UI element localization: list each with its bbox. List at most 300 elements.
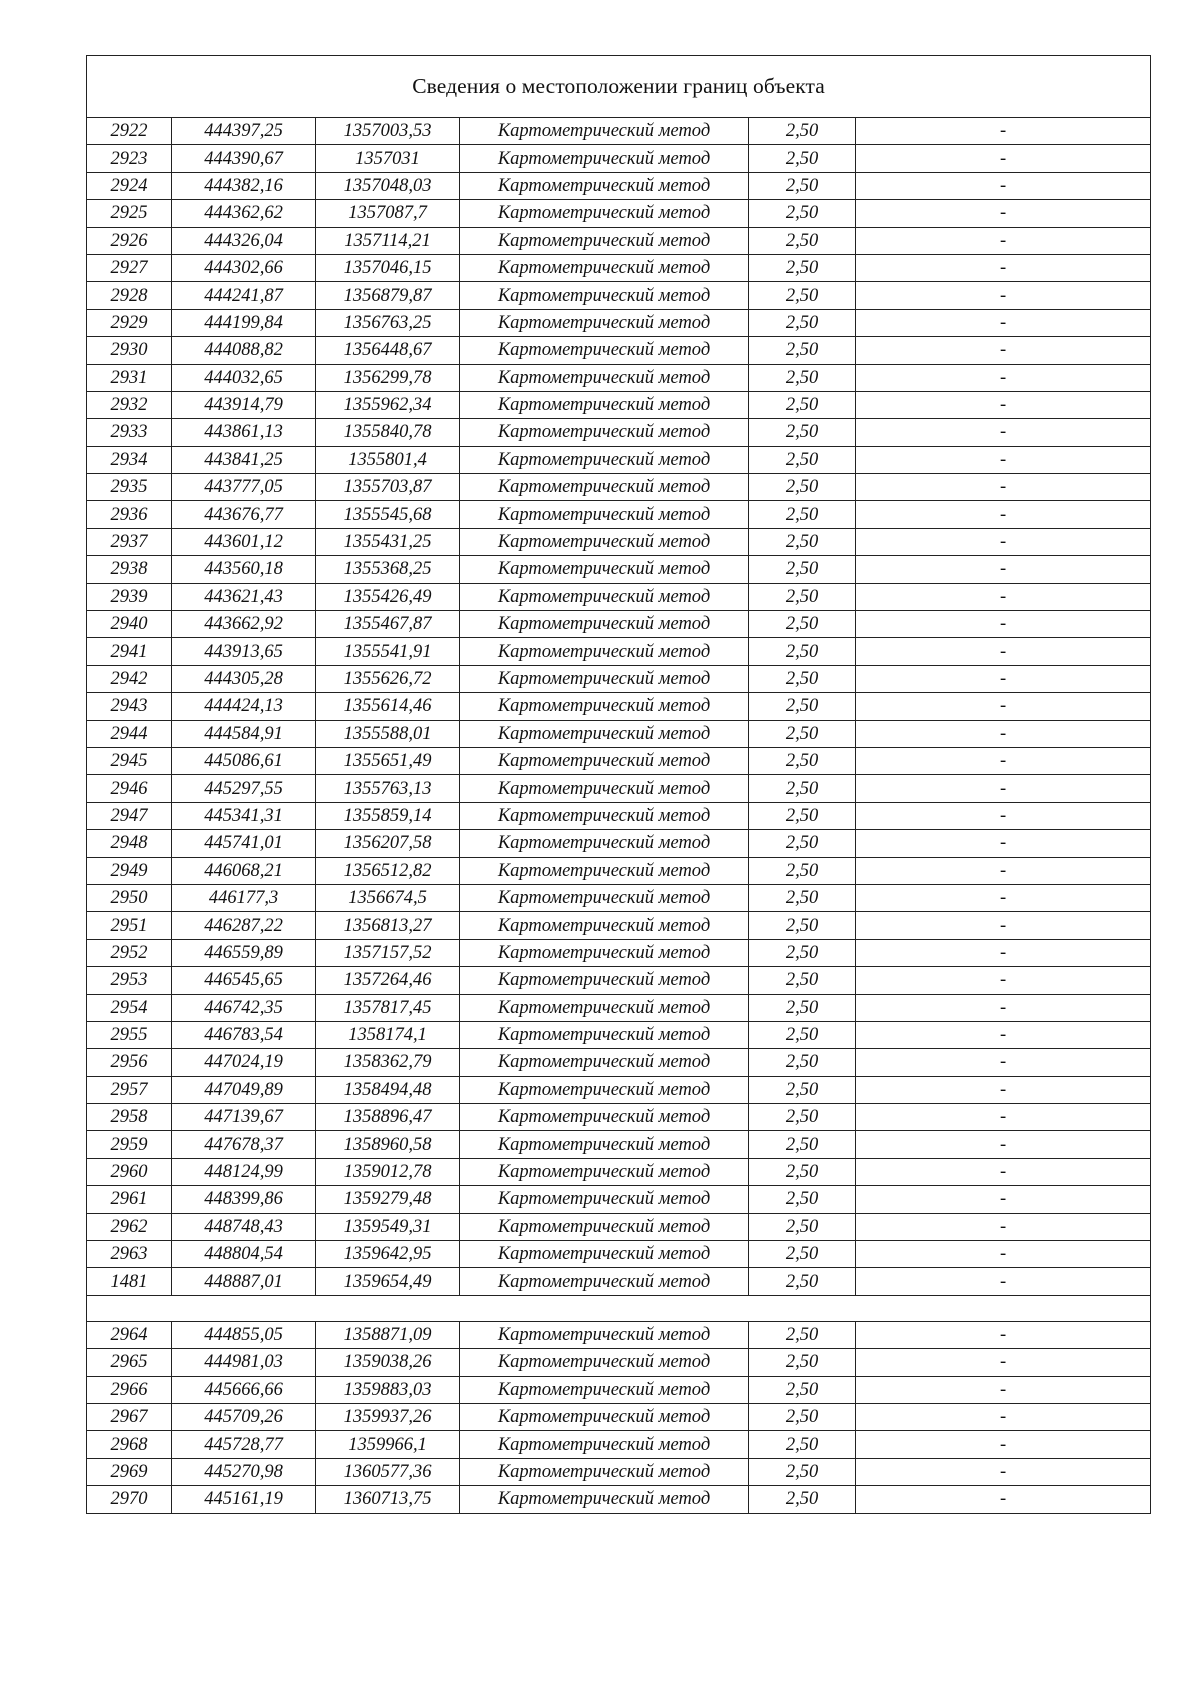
method-cell: Картометрический метод bbox=[460, 1104, 749, 1131]
y-coordinate-cell: 1355840,78 bbox=[316, 419, 460, 446]
description-cell: - bbox=[856, 747, 1151, 774]
x-coordinate-cell: 444088,82 bbox=[172, 337, 316, 364]
x-coordinate-cell: 445270,98 bbox=[172, 1458, 316, 1485]
point-number-cell: 2942 bbox=[87, 665, 172, 692]
y-coordinate-cell: 1357817,45 bbox=[316, 994, 460, 1021]
y-coordinate-cell: 1355545,68 bbox=[316, 501, 460, 528]
x-coordinate-cell: 444584,91 bbox=[172, 720, 316, 747]
section-separator-row bbox=[87, 1295, 1151, 1321]
y-coordinate-cell: 1359937,26 bbox=[316, 1403, 460, 1430]
method-cell: Картометрический метод bbox=[460, 446, 749, 473]
accuracy-cell: 2,50 bbox=[749, 1104, 856, 1131]
method-cell: Картометрический метод bbox=[460, 967, 749, 994]
accuracy-cell: 2,50 bbox=[749, 1349, 856, 1376]
x-coordinate-cell: 445086,61 bbox=[172, 747, 316, 774]
y-coordinate-cell: 1357046,15 bbox=[316, 254, 460, 281]
table-row bbox=[87, 1049, 1151, 1076]
y-coordinate-cell: 1356299,78 bbox=[316, 364, 460, 391]
x-coordinate-cell: 443914,79 bbox=[172, 391, 316, 418]
point-number-cell: 1481 bbox=[87, 1268, 172, 1295]
method-cell: Картометрический метод bbox=[460, 747, 749, 774]
accuracy-cell: 2,50 bbox=[749, 830, 856, 857]
accuracy-cell: 2,50 bbox=[749, 1021, 856, 1048]
point-number-cell: 2969 bbox=[87, 1458, 172, 1485]
y-coordinate-cell: 1355651,49 bbox=[316, 747, 460, 774]
table-row bbox=[87, 145, 1151, 172]
x-coordinate-cell: 444326,04 bbox=[172, 227, 316, 254]
table-row bbox=[87, 665, 1151, 692]
description-cell: - bbox=[856, 611, 1151, 638]
accuracy-cell: 2,50 bbox=[749, 693, 856, 720]
point-number-cell: 2938 bbox=[87, 556, 172, 583]
description-cell: - bbox=[856, 172, 1151, 199]
table-row bbox=[87, 391, 1151, 418]
accuracy-cell: 2,50 bbox=[749, 1213, 856, 1240]
description-cell: - bbox=[856, 802, 1151, 829]
method-cell: Картометрический метод bbox=[460, 391, 749, 418]
accuracy-cell: 2,50 bbox=[749, 939, 856, 966]
description-cell: - bbox=[856, 118, 1151, 145]
description-cell: - bbox=[856, 939, 1151, 966]
accuracy-cell: 2,50 bbox=[749, 912, 856, 939]
x-coordinate-cell: 443560,18 bbox=[172, 556, 316, 583]
description-cell: - bbox=[856, 583, 1151, 610]
accuracy-cell: 2,50 bbox=[749, 611, 856, 638]
point-number-cell: 2929 bbox=[87, 309, 172, 336]
description-cell: - bbox=[856, 994, 1151, 1021]
method-cell: Картометрический метод bbox=[460, 1486, 749, 1513]
point-number-cell: 2950 bbox=[87, 884, 172, 911]
x-coordinate-cell: 446783,54 bbox=[172, 1021, 316, 1048]
table-row bbox=[87, 1186, 1151, 1213]
y-coordinate-cell: 1357087,7 bbox=[316, 200, 460, 227]
method-cell: Картометрический метод bbox=[460, 857, 749, 884]
table-row bbox=[87, 1213, 1151, 1240]
y-coordinate-cell: 1359883,03 bbox=[316, 1376, 460, 1403]
point-number-cell: 2966 bbox=[87, 1376, 172, 1403]
point-number-cell: 2925 bbox=[87, 200, 172, 227]
y-coordinate-cell: 1358494,48 bbox=[316, 1076, 460, 1103]
accuracy-cell: 2,50 bbox=[749, 967, 856, 994]
table-row bbox=[87, 556, 1151, 583]
y-coordinate-cell: 1355859,14 bbox=[316, 802, 460, 829]
accuracy-cell: 2,50 bbox=[749, 1321, 856, 1348]
description-cell: - bbox=[856, 364, 1151, 391]
x-coordinate-cell: 444855,05 bbox=[172, 1321, 316, 1348]
point-number-cell: 2961 bbox=[87, 1186, 172, 1213]
x-coordinate-cell: 444032,65 bbox=[172, 364, 316, 391]
x-coordinate-cell: 443777,05 bbox=[172, 474, 316, 501]
description-cell: - bbox=[856, 693, 1151, 720]
y-coordinate-cell: 1358871,09 bbox=[316, 1321, 460, 1348]
point-number-cell: 2947 bbox=[87, 802, 172, 829]
x-coordinate-cell: 448124,99 bbox=[172, 1158, 316, 1185]
description-cell: - bbox=[856, 1076, 1151, 1103]
description-cell: - bbox=[856, 474, 1151, 501]
x-coordinate-cell: 445709,26 bbox=[172, 1403, 316, 1430]
accuracy-cell: 2,50 bbox=[749, 337, 856, 364]
point-number-cell: 2927 bbox=[87, 254, 172, 281]
description-cell: - bbox=[856, 1158, 1151, 1185]
description-cell: - bbox=[856, 1321, 1151, 1348]
accuracy-cell: 2,50 bbox=[749, 857, 856, 884]
table-row bbox=[87, 967, 1151, 994]
table-row bbox=[87, 939, 1151, 966]
point-number-cell: 2931 bbox=[87, 364, 172, 391]
table-row bbox=[87, 693, 1151, 720]
method-cell: Картометрический метод bbox=[460, 118, 749, 145]
y-coordinate-cell: 1357264,46 bbox=[316, 967, 460, 994]
description-cell: - bbox=[856, 254, 1151, 281]
description-cell: - bbox=[856, 419, 1151, 446]
method-cell: Картометрический метод bbox=[460, 1241, 749, 1268]
point-number-cell: 2968 bbox=[87, 1431, 172, 1458]
method-cell: Картометрический метод bbox=[460, 775, 749, 802]
point-number-cell: 2949 bbox=[87, 857, 172, 884]
table-row bbox=[87, 1158, 1151, 1185]
accuracy-cell: 2,50 bbox=[749, 282, 856, 309]
method-cell: Картометрический метод bbox=[460, 1213, 749, 1240]
method-cell: Картометрический метод bbox=[460, 1076, 749, 1103]
method-cell: Картометрический метод bbox=[460, 884, 749, 911]
point-number-cell: 2943 bbox=[87, 693, 172, 720]
method-cell: Картометрический метод bbox=[460, 1131, 749, 1158]
section-separator-cell bbox=[87, 1295, 1151, 1321]
description-cell: - bbox=[856, 1213, 1151, 1240]
point-number-cell: 2958 bbox=[87, 1104, 172, 1131]
accuracy-cell: 2,50 bbox=[749, 118, 856, 145]
x-coordinate-cell: 448804,54 bbox=[172, 1241, 316, 1268]
y-coordinate-cell: 1356512,82 bbox=[316, 857, 460, 884]
point-number-cell: 2928 bbox=[87, 282, 172, 309]
table-row bbox=[87, 802, 1151, 829]
accuracy-cell: 2,50 bbox=[749, 172, 856, 199]
accuracy-cell: 2,50 bbox=[749, 720, 856, 747]
point-number-cell: 2935 bbox=[87, 474, 172, 501]
description-cell: - bbox=[856, 528, 1151, 555]
y-coordinate-cell: 1359012,78 bbox=[316, 1158, 460, 1185]
point-number-cell: 2944 bbox=[87, 720, 172, 747]
accuracy-cell: 2,50 bbox=[749, 1268, 856, 1295]
description-cell: - bbox=[856, 638, 1151, 665]
point-number-cell: 2934 bbox=[87, 446, 172, 473]
table-row bbox=[87, 1076, 1151, 1103]
y-coordinate-cell: 1356207,58 bbox=[316, 830, 460, 857]
description-cell: - bbox=[856, 1104, 1151, 1131]
y-coordinate-cell: 1357003,53 bbox=[316, 118, 460, 145]
y-coordinate-cell: 1355801,4 bbox=[316, 446, 460, 473]
accuracy-cell: 2,50 bbox=[749, 1076, 856, 1103]
point-number-cell: 2948 bbox=[87, 830, 172, 857]
method-cell: Картометрический метод bbox=[460, 1186, 749, 1213]
description-cell: - bbox=[856, 1403, 1151, 1430]
table-row bbox=[87, 364, 1151, 391]
y-coordinate-cell: 1356813,27 bbox=[316, 912, 460, 939]
point-number-cell: 2940 bbox=[87, 611, 172, 638]
y-coordinate-cell: 1359966,1 bbox=[316, 1431, 460, 1458]
y-coordinate-cell: 1355467,87 bbox=[316, 611, 460, 638]
point-number-cell: 2923 bbox=[87, 145, 172, 172]
y-coordinate-cell: 1359038,26 bbox=[316, 1349, 460, 1376]
table-row bbox=[87, 282, 1151, 309]
x-coordinate-cell: 445161,19 bbox=[172, 1486, 316, 1513]
accuracy-cell: 2,50 bbox=[749, 583, 856, 610]
point-number-cell: 2963 bbox=[87, 1241, 172, 1268]
description-cell: - bbox=[856, 282, 1151, 309]
description-cell: - bbox=[856, 665, 1151, 692]
boundary-coordinates-table bbox=[86, 55, 1151, 1514]
table-row bbox=[87, 501, 1151, 528]
accuracy-cell: 2,50 bbox=[749, 884, 856, 911]
method-cell: Картометрический метод bbox=[460, 1458, 749, 1485]
x-coordinate-cell: 444199,84 bbox=[172, 309, 316, 336]
table-row bbox=[87, 172, 1151, 199]
table-row bbox=[87, 1376, 1151, 1403]
description-cell: - bbox=[856, 1241, 1151, 1268]
accuracy-cell: 2,50 bbox=[749, 254, 856, 281]
table-row bbox=[87, 337, 1151, 364]
description-cell: - bbox=[856, 884, 1151, 911]
table-row bbox=[87, 528, 1151, 555]
y-coordinate-cell: 1359654,49 bbox=[316, 1268, 460, 1295]
table-row bbox=[87, 583, 1151, 610]
point-number-cell: 2960 bbox=[87, 1158, 172, 1185]
point-number-cell: 2924 bbox=[87, 172, 172, 199]
x-coordinate-cell: 444382,16 bbox=[172, 172, 316, 199]
y-coordinate-cell: 1355962,34 bbox=[316, 391, 460, 418]
accuracy-cell: 2,50 bbox=[749, 1376, 856, 1403]
table-row bbox=[87, 419, 1151, 446]
accuracy-cell: 2,50 bbox=[749, 556, 856, 583]
point-number-cell: 2956 bbox=[87, 1049, 172, 1076]
method-cell: Картометрический метод bbox=[460, 1158, 749, 1185]
x-coordinate-cell: 445741,01 bbox=[172, 830, 316, 857]
x-coordinate-cell: 446545,65 bbox=[172, 967, 316, 994]
accuracy-cell: 2,50 bbox=[749, 638, 856, 665]
method-cell: Картометрический метод bbox=[460, 419, 749, 446]
table-row bbox=[87, 474, 1151, 501]
description-cell: - bbox=[856, 145, 1151, 172]
description-cell: - bbox=[856, 200, 1151, 227]
point-number-cell: 2965 bbox=[87, 1349, 172, 1376]
description-cell: - bbox=[856, 1131, 1151, 1158]
accuracy-cell: 2,50 bbox=[749, 501, 856, 528]
description-cell: - bbox=[856, 830, 1151, 857]
accuracy-cell: 2,50 bbox=[749, 1431, 856, 1458]
method-cell: Картометрический метод bbox=[460, 309, 749, 336]
table-row bbox=[87, 912, 1151, 939]
description-cell: - bbox=[856, 1376, 1151, 1403]
table-row bbox=[87, 1403, 1151, 1430]
x-coordinate-cell: 444241,87 bbox=[172, 282, 316, 309]
x-coordinate-cell: 446068,21 bbox=[172, 857, 316, 884]
x-coordinate-cell: 444302,66 bbox=[172, 254, 316, 281]
method-cell: Картометрический метод bbox=[460, 528, 749, 555]
point-number-cell: 2941 bbox=[87, 638, 172, 665]
y-coordinate-cell: 1357114,21 bbox=[316, 227, 460, 254]
method-cell: Картометрический метод bbox=[460, 337, 749, 364]
method-cell: Картометрический метод bbox=[460, 693, 749, 720]
point-number-cell: 2946 bbox=[87, 775, 172, 802]
y-coordinate-cell: 1357157,52 bbox=[316, 939, 460, 966]
method-cell: Картометрический метод bbox=[460, 227, 749, 254]
description-cell: - bbox=[856, 391, 1151, 418]
method-cell: Картометрический метод bbox=[460, 501, 749, 528]
x-coordinate-cell: 446287,22 bbox=[172, 912, 316, 939]
table-body bbox=[87, 56, 1151, 1514]
table-row bbox=[87, 254, 1151, 281]
method-cell: Картометрический метод bbox=[460, 1321, 749, 1348]
method-cell: Картометрический метод bbox=[460, 720, 749, 747]
y-coordinate-cell: 1358896,47 bbox=[316, 1104, 460, 1131]
description-cell: - bbox=[856, 720, 1151, 747]
point-number-cell: 2957 bbox=[87, 1076, 172, 1103]
method-cell: Картометрический метод bbox=[460, 939, 749, 966]
y-coordinate-cell: 1355614,46 bbox=[316, 693, 460, 720]
x-coordinate-cell: 443662,92 bbox=[172, 611, 316, 638]
description-cell: - bbox=[856, 337, 1151, 364]
x-coordinate-cell: 445341,31 bbox=[172, 802, 316, 829]
point-number-cell: 2945 bbox=[87, 747, 172, 774]
y-coordinate-cell: 1355541,91 bbox=[316, 638, 460, 665]
table-row bbox=[87, 884, 1151, 911]
accuracy-cell: 2,50 bbox=[749, 994, 856, 1021]
accuracy-cell: 2,50 bbox=[749, 1049, 856, 1076]
method-cell: Картометрический метод bbox=[460, 912, 749, 939]
table-row bbox=[87, 830, 1151, 857]
x-coordinate-cell: 444390,67 bbox=[172, 145, 316, 172]
point-number-cell: 2953 bbox=[87, 967, 172, 994]
table-row bbox=[87, 200, 1151, 227]
method-cell: Картометрический метод bbox=[460, 994, 749, 1021]
y-coordinate-cell: 1357031 bbox=[316, 145, 460, 172]
method-cell: Картометрический метод bbox=[460, 474, 749, 501]
accuracy-cell: 2,50 bbox=[749, 1403, 856, 1430]
table-title: Сведения о местоположении границ объекта bbox=[87, 56, 1151, 118]
accuracy-cell: 2,50 bbox=[749, 145, 856, 172]
accuracy-cell: 2,50 bbox=[749, 1131, 856, 1158]
point-number-cell: 2962 bbox=[87, 1213, 172, 1240]
table-row bbox=[87, 1241, 1151, 1268]
x-coordinate-cell: 445728,77 bbox=[172, 1431, 316, 1458]
description-cell: - bbox=[856, 1268, 1151, 1295]
description-cell: - bbox=[856, 309, 1151, 336]
accuracy-cell: 2,50 bbox=[749, 200, 856, 227]
accuracy-cell: 2,50 bbox=[749, 528, 856, 555]
x-coordinate-cell: 443676,77 bbox=[172, 501, 316, 528]
method-cell: Картометрический метод bbox=[460, 1049, 749, 1076]
y-coordinate-cell: 1359549,31 bbox=[316, 1213, 460, 1240]
y-coordinate-cell: 1359642,95 bbox=[316, 1241, 460, 1268]
method-cell: Картометрический метод bbox=[460, 1403, 749, 1430]
description-cell: - bbox=[856, 1049, 1151, 1076]
description-cell: - bbox=[856, 227, 1151, 254]
description-cell: - bbox=[856, 446, 1151, 473]
y-coordinate-cell: 1355368,25 bbox=[316, 556, 460, 583]
method-cell: Картометрический метод bbox=[460, 282, 749, 309]
table-row bbox=[87, 638, 1151, 665]
point-number-cell: 2964 bbox=[87, 1321, 172, 1348]
accuracy-cell: 2,50 bbox=[749, 391, 856, 418]
x-coordinate-cell: 444981,03 bbox=[172, 1349, 316, 1376]
y-coordinate-cell: 1359279,48 bbox=[316, 1186, 460, 1213]
x-coordinate-cell: 444397,25 bbox=[172, 118, 316, 145]
table-row bbox=[87, 857, 1151, 884]
accuracy-cell: 2,50 bbox=[749, 1241, 856, 1268]
point-number-cell: 2936 bbox=[87, 501, 172, 528]
table-row bbox=[87, 227, 1151, 254]
accuracy-cell: 2,50 bbox=[749, 775, 856, 802]
x-coordinate-cell: 444305,28 bbox=[172, 665, 316, 692]
y-coordinate-cell: 1355431,25 bbox=[316, 528, 460, 555]
y-coordinate-cell: 1356448,67 bbox=[316, 337, 460, 364]
x-coordinate-cell: 447024,19 bbox=[172, 1049, 316, 1076]
y-coordinate-cell: 1357048,03 bbox=[316, 172, 460, 199]
x-coordinate-cell: 448887,01 bbox=[172, 1268, 316, 1295]
description-cell: - bbox=[856, 912, 1151, 939]
description-cell: - bbox=[856, 1021, 1151, 1048]
point-number-cell: 2933 bbox=[87, 419, 172, 446]
x-coordinate-cell: 447049,89 bbox=[172, 1076, 316, 1103]
method-cell: Картометрический метод bbox=[460, 1349, 749, 1376]
x-coordinate-cell: 443841,25 bbox=[172, 446, 316, 473]
point-number-cell: 2959 bbox=[87, 1131, 172, 1158]
accuracy-cell: 2,50 bbox=[749, 665, 856, 692]
x-coordinate-cell: 446559,89 bbox=[172, 939, 316, 966]
point-number-cell: 2930 bbox=[87, 337, 172, 364]
y-coordinate-cell: 1358362,79 bbox=[316, 1049, 460, 1076]
table-row bbox=[87, 1268, 1151, 1295]
method-cell: Картометрический метод bbox=[460, 1376, 749, 1403]
accuracy-cell: 2,50 bbox=[749, 446, 856, 473]
method-cell: Картометрический метод bbox=[460, 583, 749, 610]
method-cell: Картометрический метод bbox=[460, 364, 749, 391]
x-coordinate-cell: 446742,35 bbox=[172, 994, 316, 1021]
x-coordinate-cell: 447139,67 bbox=[172, 1104, 316, 1131]
description-cell: - bbox=[856, 1458, 1151, 1485]
method-cell: Картометрический метод bbox=[460, 172, 749, 199]
y-coordinate-cell: 1355426,49 bbox=[316, 583, 460, 610]
point-number-cell: 2952 bbox=[87, 939, 172, 966]
description-cell: - bbox=[856, 857, 1151, 884]
table-row bbox=[87, 309, 1151, 336]
table-row bbox=[87, 775, 1151, 802]
accuracy-cell: 2,50 bbox=[749, 1186, 856, 1213]
x-coordinate-cell: 447678,37 bbox=[172, 1131, 316, 1158]
accuracy-cell: 2,50 bbox=[749, 1158, 856, 1185]
method-cell: Картометрический метод bbox=[460, 1431, 749, 1458]
y-coordinate-cell: 1355763,13 bbox=[316, 775, 460, 802]
y-coordinate-cell: 1355588,01 bbox=[316, 720, 460, 747]
method-cell: Картометрический метод bbox=[460, 556, 749, 583]
table-row bbox=[87, 1131, 1151, 1158]
x-coordinate-cell: 443621,43 bbox=[172, 583, 316, 610]
point-number-cell: 2951 bbox=[87, 912, 172, 939]
method-cell: Картометрический метод bbox=[460, 254, 749, 281]
x-coordinate-cell: 446177,3 bbox=[172, 884, 316, 911]
x-coordinate-cell: 444362,62 bbox=[172, 200, 316, 227]
table-row bbox=[87, 1021, 1151, 1048]
accuracy-cell: 2,50 bbox=[749, 1458, 856, 1485]
x-coordinate-cell: 445666,66 bbox=[172, 1376, 316, 1403]
description-cell: - bbox=[856, 1349, 1151, 1376]
accuracy-cell: 2,50 bbox=[749, 364, 856, 391]
point-number-cell: 2955 bbox=[87, 1021, 172, 1048]
description-cell: - bbox=[856, 1431, 1151, 1458]
y-coordinate-cell: 1358960,58 bbox=[316, 1131, 460, 1158]
table-row bbox=[87, 747, 1151, 774]
method-cell: Картометрический метод bbox=[460, 611, 749, 638]
